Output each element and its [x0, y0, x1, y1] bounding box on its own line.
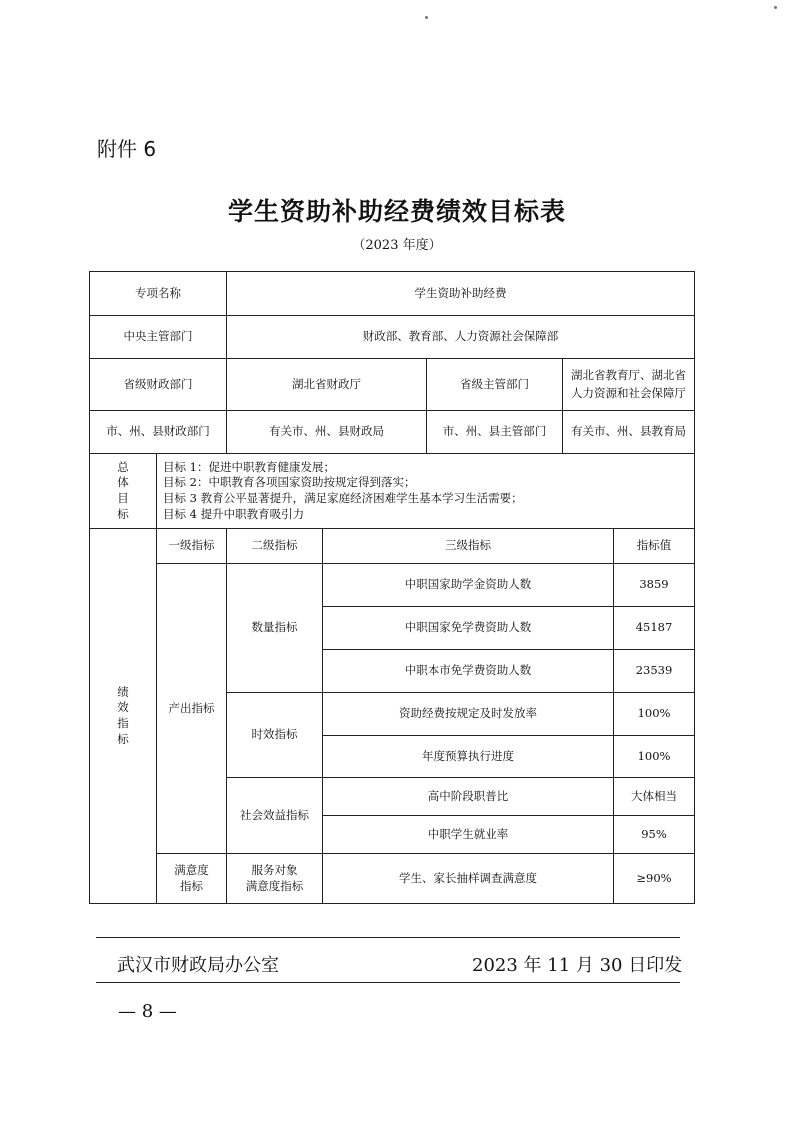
indicator-name: 中职国家助学金资助人数	[323, 564, 614, 607]
prov-dept-label: 省级主管部门	[427, 359, 563, 411]
footer-top-rule	[96, 937, 680, 938]
city-finance-label: 市、州、县财政部门	[90, 411, 227, 454]
timeliness-indicator-label: 时效指标	[227, 693, 323, 778]
footer-bottom-rule	[96, 982, 680, 983]
indicator-name: 中职国家免学费资助人数	[323, 607, 614, 650]
indicator-value: ≥90%	[614, 854, 695, 904]
scan-speck	[774, 6, 777, 9]
city-dept-value: 有关市、州、县教育局	[563, 411, 695, 454]
quantity-indicator-label: 数量指标	[227, 564, 323, 693]
attachment-label: 附件 6	[97, 137, 157, 161]
city-finance-value: 有关市、州、县财政局	[227, 411, 427, 454]
indicator-value: 100%	[614, 693, 695, 736]
indicator-name: 高中阶段职普比	[323, 778, 614, 816]
indicator-name: 学生、家长抽样调查满意度	[323, 854, 614, 904]
project-name-value: 学生资助补助经费	[227, 272, 695, 316]
page-number: — 8 —	[118, 1001, 177, 1022]
page-title: 学生资助补助经费绩效目标表	[227, 197, 566, 226]
overall-goals-label: 总 体 目 标	[90, 454, 157, 529]
indicator-name: 资助经费按规定及时发放率	[323, 693, 614, 736]
social-indicator-label: 社会效益指标	[227, 778, 323, 854]
header-value: 指标值	[614, 529, 695, 564]
prov-finance-label: 省级财政部门	[90, 359, 227, 411]
indicators-label: 绩 效 指 标	[90, 529, 157, 904]
performance-target-table	[89, 271, 695, 904]
satisfaction-sub-label: 服务对象 满意度指标	[227, 854, 323, 904]
output-indicator-label: 产出指标	[157, 564, 227, 854]
indicator-value: 3859	[614, 564, 695, 607]
prov-finance-value: 湖北省财政厅	[227, 359, 427, 411]
goal-line: 目标 2：中职教育各项国家资助按规定得到落实；	[163, 475, 416, 490]
central-dept-value: 财政部、教育部、人力资源社会保障部	[227, 316, 695, 359]
central-dept-label: 中央主管部门	[90, 316, 227, 359]
indicator-value: 45187	[614, 607, 695, 650]
year-label: （2023 年度）	[352, 238, 442, 253]
header-level3: 三级指标	[323, 529, 614, 564]
prov-dept-value: 湖北省教育厅、湖北省人力资源和社会保障厅	[563, 359, 695, 411]
indicator-value: 95%	[614, 816, 695, 854]
indicator-name: 中职学生就业率	[323, 816, 614, 854]
overall-goals-text	[157, 454, 695, 529]
indicator-name: 中职本市免学费资助人数	[323, 650, 614, 693]
satisfaction-indicator-label: 满意度 指标	[157, 854, 227, 904]
project-name-label: 专项名称	[90, 272, 227, 316]
city-dept-label: 市、州、县主管部门	[427, 411, 563, 454]
scan-speck	[425, 16, 428, 19]
indicator-name: 年度预算执行进度	[323, 736, 614, 778]
indicator-value: 大体相当	[614, 778, 695, 816]
indicator-value: 23539	[614, 650, 695, 693]
footer-office: 武汉市财政局办公室	[117, 955, 279, 976]
indicator-value: 100%	[614, 736, 695, 778]
header-level2: 二级指标	[227, 529, 323, 564]
header-level1: 一级指标	[157, 529, 227, 564]
footer-date: 2023 年 11 月 30 日印发	[472, 955, 683, 976]
goal-line: 目标 3 教育公平显著提升，满足家庭经济困难学生基本学习生活需要；	[163, 491, 523, 505]
goal-line: 目标 4 提升中职教育吸引力	[163, 506, 305, 521]
goal-line: 目标 1：促进中职教育健康发展；	[163, 459, 335, 474]
